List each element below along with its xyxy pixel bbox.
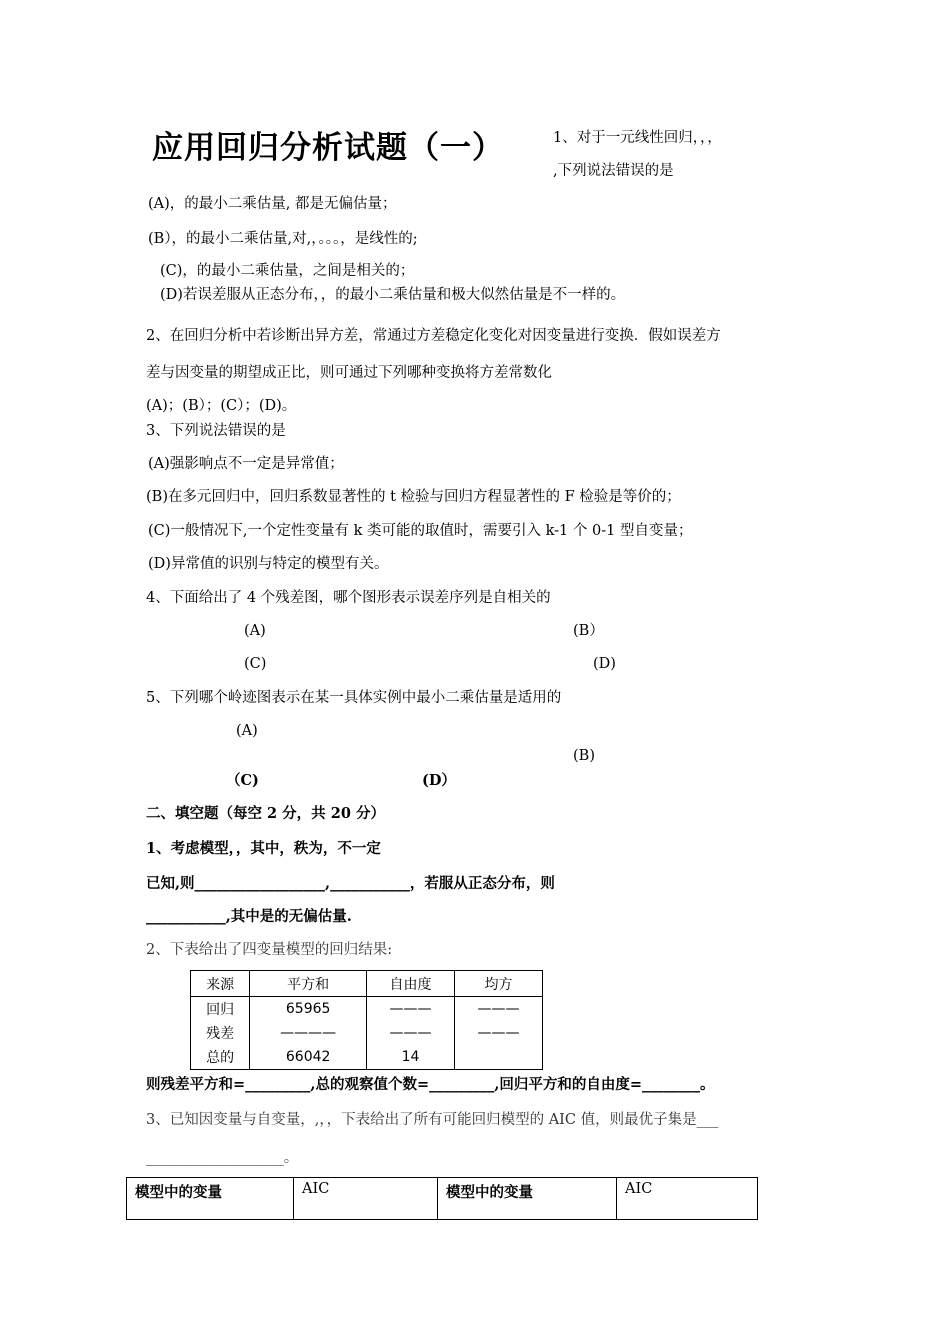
q3-option-b: (B)在多元回归中，回归系数显著性的 t 检验与回归方程显著性的 F 检验是等价的；: [146, 489, 681, 505]
aic-table: [126, 1177, 758, 1220]
q3-option-d: (D)异常值的识别与特定的模型有关。: [148, 556, 389, 572]
q5-label-c: （C): [226, 772, 259, 789]
table-cell: [454, 1045, 542, 1070]
q4-stem: 4、下面给出了 4 个残差图，哪个图形表示误差序列是自相关的: [146, 590, 551, 606]
fill-3-line-1: 3、已知因变量与自变量，,，，下表给出了所有可能回归模型的 AIC 值，则最优子集是___: [146, 1112, 719, 1128]
q4-label-a: (A): [244, 623, 266, 639]
fill-2-stem: 2、下表给出了四变量模型的回归结果:: [146, 942, 393, 958]
table-row: [191, 1021, 543, 1045]
q1-stem-line-2: ,下列说法错误的是: [553, 163, 674, 179]
table-cell: ———: [366, 1021, 454, 1045]
q4-label-c: (C): [244, 656, 267, 672]
q3-option-a: (A)强影响点不一定是异常值；: [148, 456, 344, 472]
table-row: [191, 997, 543, 1022]
table-header-cell: 均方: [454, 971, 542, 997]
q1-stem-line-1: 1、对于一元线性回归，，，: [553, 130, 722, 146]
table-header-row: [191, 971, 543, 997]
fill-3-line-2: ___________________。: [146, 1150, 299, 1166]
q3-stem: 3、下列说法错误的是: [146, 423, 286, 439]
table-cell: 回归: [191, 997, 250, 1022]
table-cell: 65965: [250, 997, 367, 1022]
table-header-cell: 来源: [191, 971, 250, 997]
table-header-cell: 模型中的变量: [127, 1178, 294, 1220]
table-header-row: [127, 1178, 758, 1220]
q1-option-d: (D)若误差服从正态分布，，的最小二乘估量和极大似然估量是不一样的。: [160, 287, 626, 303]
table-cell: 残差: [191, 1021, 250, 1045]
table-cell: ————: [250, 1021, 367, 1045]
q5-stem: 5、下列哪个岭迹图表示在某一具体实例中最小二乘估量是适用的: [146, 690, 562, 706]
q2-line-1: 2、在回归分析中若诊断出异方差，常通过方差稳定化变化对因变量进行变换．假如误差方: [146, 328, 721, 344]
q4-label-d: (D): [593, 656, 616, 672]
q5-label-b: (B): [573, 748, 595, 764]
q2-line-2: 差与因变量的期望成正比，则可通过下列哪种变换将方差常数化: [146, 365, 552, 381]
table-cell: ———: [454, 1021, 542, 1045]
table-cell: 14: [366, 1045, 454, 1070]
fill-2-answer: 则残差平方和=_________,总的观察值个数=_________,回归平方和的自由度=________。: [146, 1076, 715, 1093]
page-title: 应用回归分析试题（一）: [152, 130, 504, 166]
section-2-heading: 二、填空题（每空 2 分，共 20 分）: [146, 805, 385, 822]
q2-options: (A)；(B）；(C）；(D)。: [146, 398, 297, 414]
q1-option-a: (A)，的最小二乘估量, 都是无偏估量；: [148, 196, 397, 212]
table-header-cell: 平方和: [250, 971, 367, 997]
table-cell: 66042: [250, 1045, 367, 1070]
table-header-cell: 自由度: [366, 971, 454, 997]
table-header-cell: AIC: [294, 1178, 438, 1220]
q5-label-a: (A): [236, 723, 258, 739]
q4-label-b: (B）: [573, 623, 604, 639]
table-header-cell: 模型中的变量: [438, 1178, 617, 1220]
q5-label-d: (D）: [422, 772, 456, 789]
table-cell: ———: [454, 997, 542, 1022]
table-cell: ———: [366, 997, 454, 1022]
table-cell: 总的: [191, 1045, 250, 1070]
q3-option-c: (C)一般情况下,一个定性变量有 k 类可能的取值时，需要引入 k-1 个 0-1 型自变量；: [148, 523, 693, 539]
fill-1-line-3: ___________,其中是的无偏估量.: [146, 908, 352, 925]
regression-results-table: [190, 970, 543, 1070]
table-header-cell: AIC: [617, 1178, 758, 1220]
table-row: [191, 1045, 543, 1070]
q1-option-c: (C)，的最小二乘估量，之间是相关的；: [160, 263, 415, 279]
fill-1-line-2: 已知,则__________________,___________，若服从正态分布，则: [146, 875, 555, 892]
q1-option-b: (B），的最小二乘估量,对,，。。。，是线性的;: [148, 231, 418, 247]
fill-1-line-1: 1、考虑模型，，其中，秩为，不一定: [146, 840, 381, 857]
